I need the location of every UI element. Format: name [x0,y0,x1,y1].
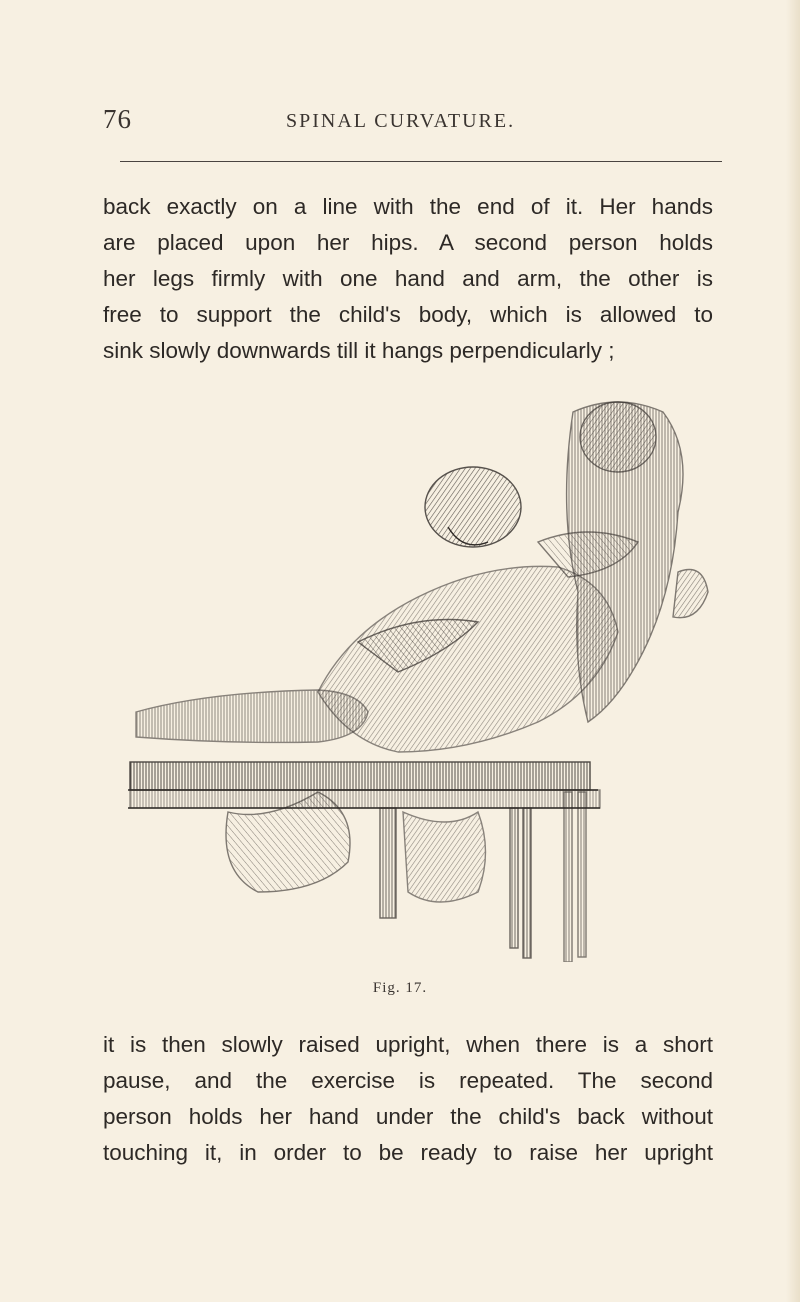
page-edge [786,0,800,1302]
text-line: it is then slowly raised upright, when there is a short [103,1032,713,1057]
text-line: free to support the child's body, which is allowed to [103,302,713,327]
text-line: touching it, in order to be ready to raise her upright [103,1140,713,1165]
page-header [103,104,723,144]
figure-caption: Fig. 17. [372,980,428,996]
text-line: person holds her hand under the child's back without [103,1104,713,1129]
header-rule [120,161,722,162]
text-line: back exactly on a line with the end of it. Her hands [103,194,713,219]
page-number: 76 [103,104,132,134]
figure-illustration [118,392,718,962]
paragraph-bottom [103,1027,713,1171]
text-line: pause, and the exercise is repeated. The second [103,1068,713,1093]
paragraph-top [103,189,713,369]
running-head: SPINAL CURVATURE. [286,110,516,132]
text-line: her legs firmly with one hand and arm, the other is [103,266,713,291]
text-line: sink slowly downwards till it hangs perpendicularly ; [103,338,615,363]
text-line: are placed upon her hips. A second person holds [103,230,713,255]
engraving-illustration [118,392,718,962]
